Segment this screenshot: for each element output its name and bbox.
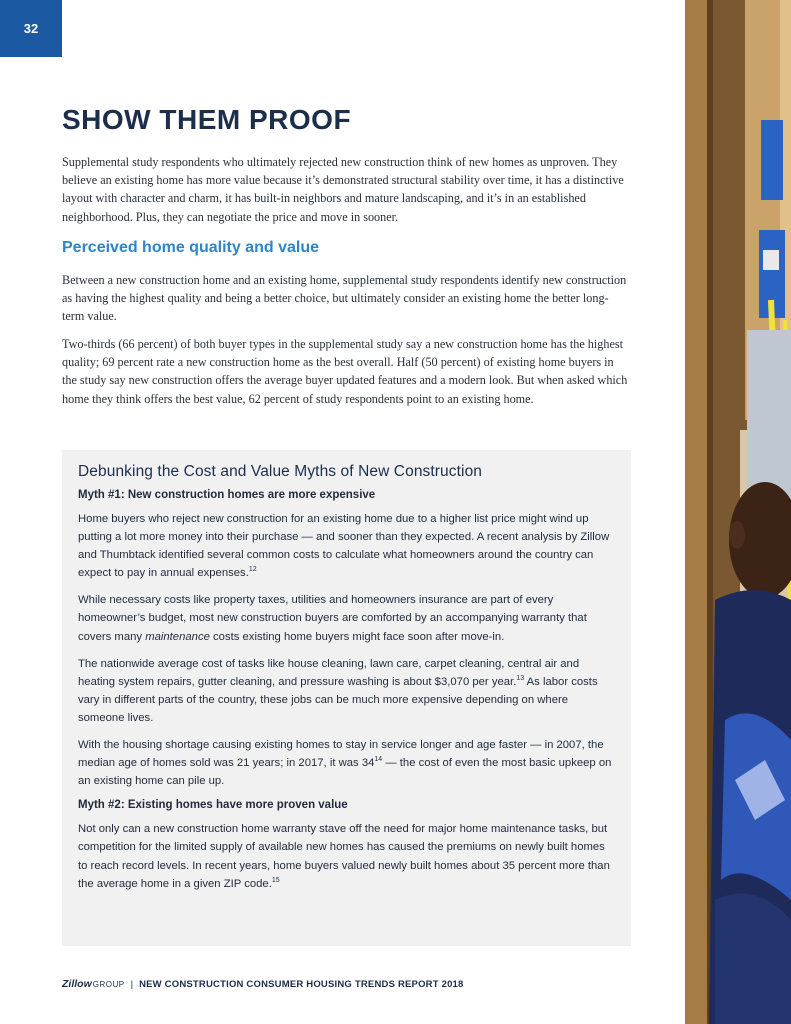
- footnote-ref-15: 15: [271, 876, 280, 884]
- footnote-ref-12: 12: [248, 566, 257, 574]
- sidebar-paragraph-3: The nationwide average cost of tasks like house cleaning, lawn care, carpet cleaning, central air and heating system repairs, gutter cleaning, and pressure washing is about $3,070 per year.$^{13}$ As labor costs vary in different parts of the country, these jobs can be much more expensive depending on where someone lives.: [78, 657, 598, 724]
- construction-worker-photo: [685, 0, 791, 1024]
- body-paragraph-2: Two-thirds (66 percent) of both buyer types in the supplemental study say a new construction home has the highest quality; 69 percent rate a new construction home as the best overall. Half (50 percent) of existing home buyers in the study say new construction offers the average buyer updated features and a modern look. But when asked which home they think offers the best value, 62 percent of study respondents point to an existing home.: [62, 337, 628, 406]
- zillow-group-label: GROUP: [92, 979, 125, 989]
- footer-separator: |: [130, 978, 134, 990]
- myths-sidebar: [62, 450, 631, 946]
- sidebar-paragraph-5: Not only can a new construction home warranty stave off the need for major home maintenance tasks, but competition for the limited supply of available new homes has caused the premiums on newly built homes to reach record levels. In recent years, home buyers valued newly built homes about 35 percent more than the average home in a given ZIP code.$^{15}$: [78, 823, 610, 890]
- myth-2-heading: Myth #2: Existing homes have more proven value: [78, 799, 348, 812]
- report-title: NEW CONSTRUCTION CONSUMER HOUSING TRENDS REPORT 2018: [139, 978, 464, 990]
- page-footer: [62, 978, 464, 990]
- photo-image: [685, 0, 791, 1024]
- page-title: SHOW THEM PROOF: [62, 104, 352, 135]
- body-paragraph-1: Between a new construction home and an existing home, supplemental study respondents identify new construction as having the highest quality and being a better choice, but ultimately consider an existing home the better long-term value.: [62, 273, 627, 324]
- emphasis-maintenance: maintenance: [145, 630, 210, 643]
- sidebar-paragraph-1: Home buyers who reject new construction for an existing home due to a higher list price might wind up putting a lot more money into their purchase — and sooner than they expected. A recent analysis by Zillow and Thumbtack identified several common costs to calculate what homeowners around the country can expect to pay in annual expenses.$^{12}$: [78, 513, 610, 580]
- sidebar-title: Debunking the Cost and Value Myths of New Construction: [78, 463, 483, 480]
- footnote-ref-13: 13: [516, 674, 525, 682]
- footnote-ref-14: 14: [374, 756, 383, 764]
- sidebar-paragraph-2: While necessary costs like property taxes, utilities and homeowners insurance are part of every homeowner’s budget, most new construction buyers are comforted by an accompanying warranty that covers many maintenance costs existing home buyers might face soon after move-in.: [78, 594, 587, 643]
- page-number: 32: [0, 0, 62, 57]
- sidebar-paragraph-4: With the housing shortage causing existing homes to stay in service longer and age faster — in 2007, the median age of homes sold was 21 years; in 2017, it was $34^{14}$ — the cost of even the most basic upkeep on an existing home can pile up.: [78, 739, 612, 788]
- myth-1-heading: Myth #1: New construction homes are more expensive: [78, 489, 376, 501]
- intro-paragraph: Supplemental study respondents who ultimately rejected new construction think of new homes as unproven. They believe an existing home has more value because it’s demonstrated structural stability over time, it has a distinctive layout with character and charm, it has built-in neighbors and mature landscaping, and it’s in an established neighborhood. Plus, they can negotiate the price and move in sooner.: [62, 155, 624, 224]
- section-subheading: Perceived home quality and value: [62, 239, 319, 256]
- zillow-logo: Zillow: [62, 978, 92, 990]
